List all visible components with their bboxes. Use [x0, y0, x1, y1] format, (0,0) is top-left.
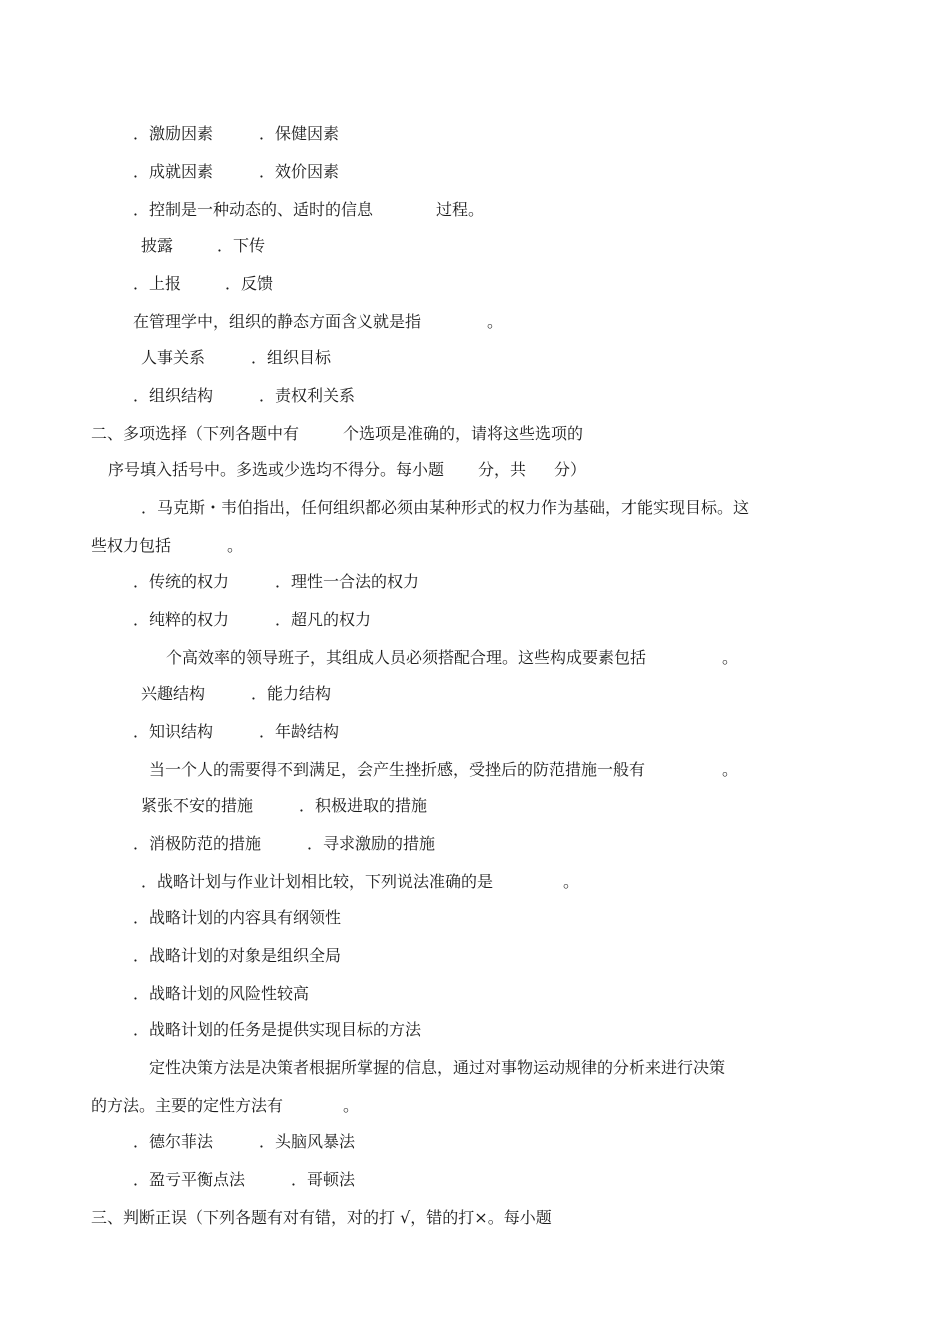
- question-line: ．战略计划与作业计划相比较，下列说法准确的是 。: [141, 872, 580, 891]
- option-line: ．消极防范的措施 ．寻求激励的措施: [133, 834, 436, 853]
- option-line: 人事关系 ．组织目标: [141, 348, 332, 367]
- option-line: 披露 ．下传: [141, 236, 266, 255]
- option-line: 紧张不安的措施 ．积极进取的措施: [141, 796, 428, 815]
- option-line: ．知识结构 ．年龄结构: [133, 722, 340, 741]
- option-line: ．战略计划的任务是提供实现目标的方法: [133, 1020, 422, 1039]
- question-line: 定性决策方法是决策者根据所掌握的信息，通过对事物运动规律的分析来进行决策: [149, 1058, 726, 1077]
- question-line: ．控制是一种动态的、适时的信息 过程。: [133, 200, 485, 219]
- question-line: 些权力包括 。: [91, 536, 244, 555]
- option-line: 兴趣结构 ．能力结构: [141, 684, 332, 703]
- option-line: ．纯粹的权力 ．超凡的权力: [133, 610, 372, 629]
- question-line: 的方法。主要的定性方法有 。: [91, 1096, 360, 1115]
- option-line: ．成就因素 ．效价因素: [133, 162, 340, 181]
- section-heading: 二、多项选择（下列各题中有 个选项是准确的，请将这些选项的: [91, 424, 584, 443]
- option-line: ．战略计划的内容具有纲领性: [133, 908, 342, 927]
- section-instructions: 序号填入括号中。多选或少选均不得分。每小题 分，共 分）: [108, 460, 587, 479]
- option-line: ．战略计划的风险性较高: [133, 984, 310, 1003]
- question-line: 个高效率的领导班子，其组成人员必须搭配合理。这些构成要素包括 。: [166, 648, 739, 667]
- question-line: ．马克斯・韦伯指出，任何组织都必须由某种形式的权力作为基础，才能实现目标。这: [141, 498, 750, 517]
- option-line: ．德尔菲法 ．头脑风暴法: [133, 1132, 356, 1151]
- option-line: ．战略计划的对象是组织全局: [133, 946, 342, 965]
- option-line: ．传统的权力 ．理性一合法的权力: [133, 572, 420, 591]
- option-line: ．盈亏平衡点法 ．哥顿法: [133, 1170, 356, 1189]
- option-line: ．激励因素 ．保健因素: [133, 124, 340, 143]
- question-line: 当一个人的需要得不到满足，会产生挫折感，受挫后的防范措施一般有 。: [149, 760, 739, 779]
- option-line: ．组织结构 ．责权利关系: [133, 386, 356, 405]
- option-line: ．上报 ．反馈: [133, 274, 274, 293]
- section-heading: 三、判断正误（下列各题有对有错，对的打 √，错的打×。每小题: [91, 1208, 552, 1227]
- question-line: 在管理学中，组织的静态方面含义就是指 。: [133, 312, 504, 331]
